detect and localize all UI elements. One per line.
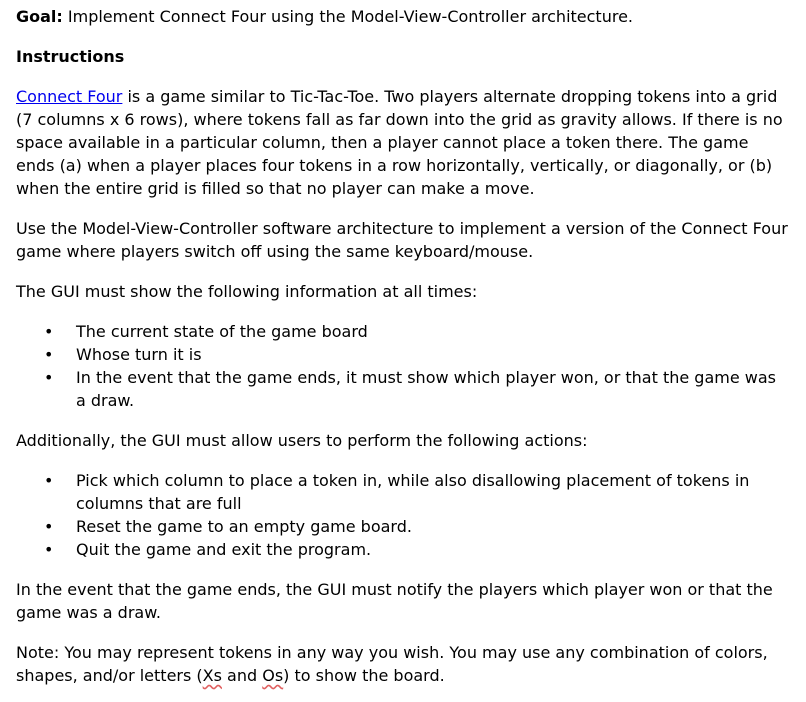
- bullet-icon: •: [44, 345, 54, 364]
- mvc-paragraph: Use the Model-View-Controller software architecture to implement a version of the Connect Four game where players switch off using the same keyboard/mouse.: [16, 219, 788, 261]
- bullet-icon: •: [44, 540, 54, 559]
- intro-paragraph: [16, 85, 790, 200]
- list-item: [44, 469, 790, 515]
- connect-four-link[interactable]: Connect Four: [16, 87, 123, 106]
- bullet-icon: •: [44, 368, 54, 387]
- list-item-text: Whose turn it is: [76, 345, 202, 364]
- list-item-text: Reset the game to an empty game board.: [76, 517, 412, 536]
- note-text-after: ) to show the board.: [283, 666, 445, 685]
- instructions-heading: Instructions: [16, 47, 125, 66]
- os-word: Os: [262, 666, 284, 685]
- gui-actions-lead: Additionally, the GUI must allow users to perform the following actions:: [16, 431, 588, 450]
- intro-text: is a game similar to Tic-Tac-Toe. Two players alternate dropping tokens into a grid (7 columns x 6 rows), where tokens fall as far down into the grid as gravity allows. If there is no space available in a particular column, then a player cannot place a token there. The game ends (a) when a player places four tokens in a row horizontally, vertically, or diagonally, or (b) when the entire grid is filled so that no player can make a move.: [16, 87, 783, 198]
- goal-line: [16, 5, 790, 28]
- goal-text: Implement Connect Four using the Model-View-Controller architecture.: [62, 7, 633, 26]
- xs-word: Xs: [202, 666, 222, 685]
- gui-show-lead: The GUI must show the following information at all times:: [16, 282, 478, 301]
- list-item: [44, 366, 790, 412]
- list-item: [44, 538, 790, 561]
- list-item: [44, 515, 790, 538]
- list-item: [44, 343, 790, 366]
- notify-paragraph: In the event that the game ends, the GUI must notify the players which player won or that the game was a draw.: [16, 580, 773, 622]
- list-item-text: The current state of the game board: [76, 322, 368, 341]
- bullet-icon: •: [44, 322, 54, 341]
- list-item-text: In the event that the game ends, it must show which player won, or that the game was a draw.: [76, 368, 776, 410]
- bullet-icon: •: [44, 517, 54, 536]
- list-item-text: Quit the game and exit the program.: [76, 540, 372, 559]
- note-text-before: Note: You may represent tokens in any way you wish. You may use any combination of colors, shapes, and/or letters (: [16, 643, 768, 685]
- note-and: and: [221, 666, 263, 685]
- list-item: [44, 320, 790, 343]
- bullet-icon: •: [44, 471, 54, 490]
- note-paragraph: [16, 641, 790, 687]
- goal-label: Goal:: [16, 7, 63, 26]
- gui-show-list: [16, 320, 790, 412]
- list-item-text: Pick which column to place a token in, while also disallowing placement of tokens in columns that are full: [76, 471, 750, 513]
- gui-actions-list: [16, 469, 790, 561]
